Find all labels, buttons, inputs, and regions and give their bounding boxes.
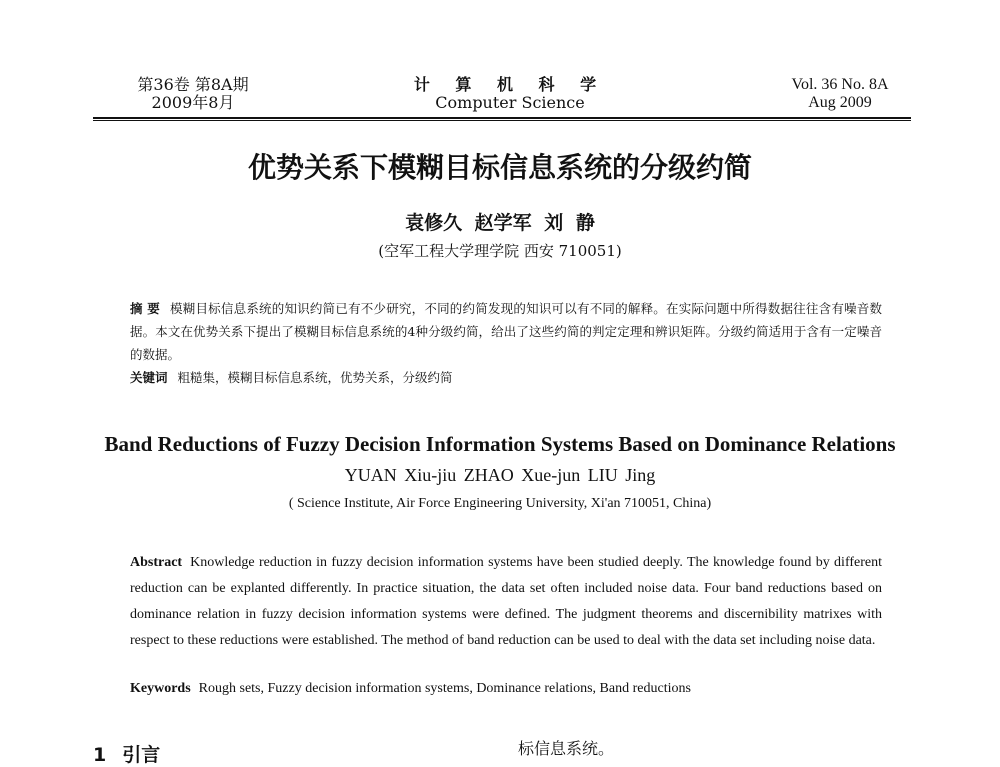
keywords-zh-label: 关键词	[130, 370, 168, 385]
header-rule-thin	[93, 120, 911, 121]
keywords-en-label: Keywords	[130, 681, 191, 696]
header-date-en: Aug 2009	[808, 94, 872, 111]
authors-en: YUAN Xiu-jiu ZHAO Xue-jun LIU Jing	[344, 465, 656, 485]
column2-text: 标信息系统。	[518, 739, 615, 758]
keywords-zh	[130, 366, 882, 389]
keywords-en	[130, 676, 882, 702]
journal-name-en: Computer Science	[435, 93, 585, 112]
keywords-zh-text: 粗糙集，模糊目标信息系统，优势关系，分级约简	[177, 370, 453, 385]
header-journal-block	[400, 76, 620, 112]
section-title: 引言	[122, 744, 161, 766]
abstract-en-text: Knowledge reduction in fuzzy decision information systems have been studied deeply. The knowledge found by different reduction can be explanted differently. In practice situation, the data set often included noise data. Four band reductions based on dominance relation in fuzzy decision information systems were defined. The judgment theorems and discernibility matrixes with respect to these reductions were established. The method of band reduction can be used to deal with the data set including noise data.	[130, 555, 882, 648]
header-date-zh: 2009年8月	[151, 93, 235, 112]
abstract-zh-label: 摘 要	[130, 301, 161, 316]
header-volume-block	[93, 76, 293, 112]
section-number: 1	[93, 744, 107, 766]
abstract-zh-text: 模糊目标信息系统的知识约简已有不少研究，不同的约简发现的知识可以有不同的解释。在实际问题中所得数据往往含有噪音数据。本文在优势关系下提出了模糊目标信息系统的4种分级约简，给出了这些约简的判定定理和辨识矩阵。分级约简适用于含有一定噪音的数据。	[130, 301, 882, 362]
abstract-en-label: Abstract	[130, 555, 183, 570]
authors-zh: 袁修久 赵学军 刘 静	[405, 212, 595, 234]
abstract-en	[130, 550, 882, 654]
header-rule	[93, 117, 911, 119]
affiliation-zh: (空军工程大学理学院 西安 710051)	[378, 242, 622, 260]
keywords-en-text: Rough sets, Fuzzy decision information systems, Dominance relations, Band reductions	[198, 681, 691, 696]
header-volume-zh: 第36卷 第8A期	[137, 75, 249, 94]
header-volume-en-block	[770, 76, 910, 112]
journal-name-zh: 计 算 机 科 学	[413, 75, 607, 94]
paper-title-zh: 优势关系下模糊目标信息系统的分级约简	[247, 151, 752, 184]
header-volume-en: Vol. 36 No. 8A	[791, 76, 889, 93]
section-heading-intro	[93, 740, 160, 767]
affiliation-en: ( Science Institute, Air Force Engineering University, Xi'an 710051, China)	[288, 496, 712, 511]
abstract-zh	[130, 297, 882, 366]
paper-title-en: Band Reductions of Fuzzy Decision Information Systems Based on Dominance Relations	[104, 432, 896, 456]
